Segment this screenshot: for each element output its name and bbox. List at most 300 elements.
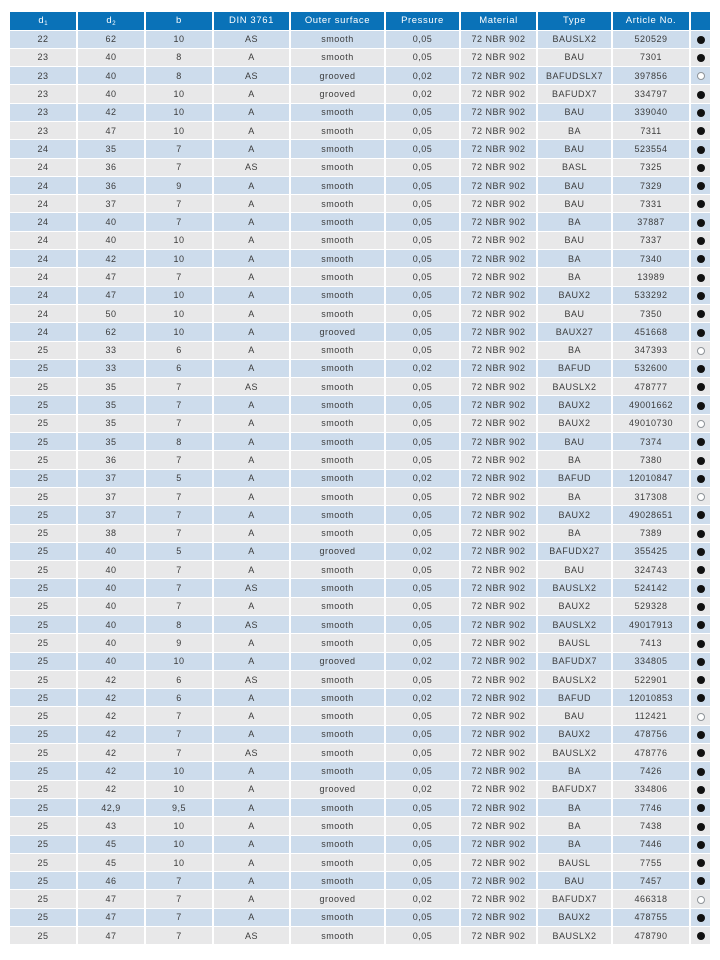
filled-circle-icon [697,566,705,574]
table-row [10,890,710,908]
filled-circle-icon [697,146,705,154]
cell-pressure: 0,02 [385,890,460,908]
cell-din-3761: A [213,323,290,341]
cell-outer-surface: grooved [290,652,385,670]
filled-circle-icon [697,749,705,757]
filled-circle-icon [697,786,705,794]
cell-availability [690,524,710,542]
cell-availability [690,670,710,688]
cell-b: 8 [145,48,213,66]
cell-type: BAUX27 [537,323,612,341]
cell-type: BA [537,250,612,268]
cell-din-3761: A [213,469,290,487]
cell-d2: 45 [77,835,145,853]
cell-pressure: 0,05 [385,817,460,835]
cell-outer-surface: smooth [290,744,385,762]
cell-d2: 40 [77,67,145,85]
cell-outer-surface: smooth [290,158,385,176]
filled-circle-icon [697,530,705,538]
table-row [10,195,710,213]
cell-din-3761: AS [213,616,290,634]
cell-d1: 25 [10,689,77,707]
filled-circle-icon [697,182,705,190]
cell-outer-surface: smooth [290,231,385,249]
cell-d2: 40 [77,652,145,670]
cell-d1: 22 [10,30,77,48]
table-row [10,414,710,432]
cell-d2: 40 [77,597,145,615]
cell-pressure: 0,02 [385,689,460,707]
cell-type: BAUSLX2 [537,744,612,762]
cell-availability [690,506,710,524]
cell-availability [690,652,710,670]
cell-outer-surface: smooth [290,506,385,524]
cell-outer-surface: grooved [290,85,385,103]
cell-din-3761: A [213,872,290,890]
cell-type: BA [537,268,612,286]
cell-d2: 40 [77,213,145,231]
cell-availability [690,121,710,139]
cell-b: 7 [145,890,213,908]
cell-availability [690,268,710,286]
cell-din-3761: A [213,487,290,505]
cell-availability [690,378,710,396]
cell-material: 72 NBR 902 [460,634,537,652]
table-header-row [10,12,710,30]
table-row [10,744,710,762]
cell-material: 72 NBR 902 [460,359,537,377]
cell-din-3761: A [213,85,290,103]
filled-circle-icon [697,841,705,849]
cell-article-no: 334805 [612,652,690,670]
table-row [10,268,710,286]
table-header [10,12,710,30]
cell-d2: 35 [77,378,145,396]
cell-article-no: 478777 [612,378,690,396]
cell-type: BAU [537,48,612,66]
cell-material: 72 NBR 902 [460,927,537,945]
cell-d2: 37 [77,469,145,487]
column-header-subscript: 2 [112,20,116,27]
cell-pressure: 0,05 [385,853,460,871]
cell-d1: 24 [10,323,77,341]
column-header-label: Article No. [625,15,677,27]
cell-b: 5 [145,469,213,487]
cell-article-no: 12010853 [612,689,690,707]
cell-outer-surface: smooth [290,250,385,268]
cell-outer-surface: grooved [290,542,385,560]
cell-material: 72 NBR 902 [460,817,537,835]
cell-article-no: 478755 [612,908,690,926]
cell-type: BAUSL [537,853,612,871]
cell-din-3761: AS [213,67,290,85]
cell-din-3761: A [213,213,290,231]
column-header-d2 [77,12,145,30]
cell-outer-surface: smooth [290,762,385,780]
cell-type: BAU [537,433,612,451]
table-row [10,286,710,304]
cell-outer-surface: smooth [290,48,385,66]
cell-d2: 42 [77,725,145,743]
cell-b: 10 [145,30,213,48]
table-row [10,250,710,268]
cell-type: BAUX2 [537,396,612,414]
cell-outer-surface: smooth [290,707,385,725]
cell-outer-surface: smooth [290,817,385,835]
cell-availability [690,908,710,926]
cell-din-3761: AS [213,579,290,597]
cell-availability [690,927,710,945]
cell-article-no: 339040 [612,103,690,121]
column-header-label: Outer surface [304,15,371,27]
cell-article-no: 7331 [612,195,690,213]
cell-b: 7 [145,195,213,213]
cell-availability [690,487,710,505]
cell-availability [690,433,710,451]
cell-b: 8 [145,67,213,85]
cell-material: 72 NBR 902 [460,908,537,926]
cell-type: BAUX2 [537,597,612,615]
cell-type: BAFUDX7 [537,652,612,670]
cell-d2: 40 [77,48,145,66]
open-circle-icon [697,713,705,721]
column-header-label: Type [563,15,586,27]
cell-d1: 25 [10,451,77,469]
cell-din-3761: A [213,652,290,670]
cell-material: 72 NBR 902 [460,487,537,505]
table-row [10,616,710,634]
cell-availability [690,469,710,487]
cell-d1: 24 [10,231,77,249]
cell-din-3761: A [213,542,290,560]
cell-d1: 24 [10,304,77,322]
cell-b: 7 [145,579,213,597]
table-row [10,30,710,48]
cell-d2: 46 [77,872,145,890]
cell-material: 72 NBR 902 [460,323,537,341]
table-row [10,817,710,835]
cell-outer-surface: smooth [290,835,385,853]
cell-article-no: 466318 [612,890,690,908]
filled-circle-icon [697,54,705,62]
cell-b: 7 [145,707,213,725]
cell-outer-surface: smooth [290,561,385,579]
filled-circle-icon [697,219,705,227]
cell-pressure: 0,05 [385,670,460,688]
cell-d2: 42,9 [77,798,145,816]
cell-d2: 47 [77,908,145,926]
cell-d1: 25 [10,524,77,542]
cell-din-3761: A [213,304,290,322]
filled-circle-icon [697,457,705,465]
cell-availability [690,725,710,743]
cell-d1: 25 [10,835,77,853]
cell-b: 7 [145,524,213,542]
cell-article-no: 7340 [612,250,690,268]
table-row [10,213,710,231]
cell-availability [690,762,710,780]
cell-b: 7 [145,268,213,286]
cell-type: BA [537,524,612,542]
filled-circle-icon [697,402,705,410]
cell-article-no: 49017913 [612,616,690,634]
cell-b: 9,5 [145,798,213,816]
table-row [10,689,710,707]
column-header-label: Material [479,15,518,27]
cell-pressure: 0,05 [385,286,460,304]
cell-availability [690,616,710,634]
cell-availability [690,103,710,121]
seal-specification-table [10,12,710,945]
cell-type: BAUSLX2 [537,616,612,634]
cell-availability [690,744,710,762]
cell-material: 72 NBR 902 [460,616,537,634]
cell-type: BAU [537,872,612,890]
cell-article-no: 7755 [612,853,690,871]
cell-availability [690,707,710,725]
column-header-label: b [176,15,182,27]
cell-pressure: 0,05 [385,451,460,469]
cell-din-3761: A [213,524,290,542]
cell-availability [690,634,710,652]
cell-type: BAU [537,561,612,579]
cell-availability [690,597,710,615]
cell-availability [690,158,710,176]
cell-material: 72 NBR 902 [460,561,537,579]
cell-material: 72 NBR 902 [460,670,537,688]
cell-availability [690,323,710,341]
cell-article-no: 355425 [612,542,690,560]
cell-d1: 23 [10,67,77,85]
cell-din-3761: A [213,231,290,249]
cell-b: 10 [145,817,213,835]
cell-pressure: 0,05 [385,524,460,542]
cell-availability [690,817,710,835]
cell-type: BA [537,213,612,231]
cell-d1: 25 [10,469,77,487]
cell-pressure: 0,05 [385,634,460,652]
cell-d2: 37 [77,506,145,524]
cell-d2: 40 [77,634,145,652]
cell-outer-surface: smooth [290,103,385,121]
cell-din-3761: AS [213,927,290,945]
cell-availability [690,231,710,249]
cell-article-no: 7380 [612,451,690,469]
filled-circle-icon [697,859,705,867]
cell-outer-surface: smooth [290,908,385,926]
cell-type: BA [537,798,612,816]
cell-article-no: 12010847 [612,469,690,487]
table-row [10,908,710,926]
cell-pressure: 0,05 [385,30,460,48]
cell-din-3761: A [213,762,290,780]
table-row [10,853,710,871]
cell-material: 72 NBR 902 [460,286,537,304]
cell-b: 7 [145,561,213,579]
cell-d1: 23 [10,85,77,103]
cell-material: 72 NBR 902 [460,121,537,139]
cell-outer-surface: smooth [290,433,385,451]
cell-d2: 40 [77,616,145,634]
cell-din-3761: A [213,597,290,615]
cell-article-no: 7325 [612,158,690,176]
cell-availability [690,176,710,194]
table-row [10,579,710,597]
cell-type: BAFUD [537,689,612,707]
cell-type: BAU [537,176,612,194]
column-header-pressure [385,12,460,30]
cell-material: 72 NBR 902 [460,195,537,213]
cell-din-3761: A [213,195,290,213]
cell-d2: 37 [77,487,145,505]
cell-din-3761: A [213,286,290,304]
cell-pressure: 0,05 [385,213,460,231]
cell-material: 72 NBR 902 [460,158,537,176]
column-header-article-no [612,12,690,30]
cell-d2: 36 [77,176,145,194]
cell-b: 7 [145,872,213,890]
filled-circle-icon [697,164,705,172]
cell-article-no: 523554 [612,140,690,158]
cell-outer-surface: grooved [290,323,385,341]
cell-material: 72 NBR 902 [460,231,537,249]
table-row [10,835,710,853]
column-header-label: DIN 3761 [229,15,274,27]
cell-article-no: 49010730 [612,414,690,432]
cell-b: 10 [145,304,213,322]
table-row [10,707,710,725]
cell-d2: 40 [77,579,145,597]
cell-availability [690,67,710,85]
filled-circle-icon [697,237,705,245]
cell-outer-surface: grooved [290,67,385,85]
filled-circle-icon [697,676,705,684]
cell-din-3761: A [213,561,290,579]
table-row [10,469,710,487]
cell-d1: 25 [10,487,77,505]
cell-material: 72 NBR 902 [460,176,537,194]
cell-outer-surface: smooth [290,378,385,396]
cell-pressure: 0,05 [385,195,460,213]
cell-d1: 25 [10,744,77,762]
cell-b: 6 [145,341,213,359]
cell-d1: 25 [10,872,77,890]
cell-outer-surface: smooth [290,30,385,48]
cell-article-no: 7301 [612,48,690,66]
cell-outer-surface: smooth [290,286,385,304]
cell-d1: 25 [10,853,77,871]
cell-type: BA [537,121,612,139]
cell-pressure: 0,05 [385,158,460,176]
cell-outer-surface: smooth [290,121,385,139]
cell-din-3761: AS [213,744,290,762]
cell-pressure: 0,05 [385,414,460,432]
table-row [10,158,710,176]
cell-din-3761: A [213,835,290,853]
cell-d1: 25 [10,616,77,634]
cell-pressure: 0,05 [385,798,460,816]
cell-availability [690,250,710,268]
cell-material: 72 NBR 902 [460,506,537,524]
table-row [10,341,710,359]
cell-d2: 43 [77,817,145,835]
cell-b: 10 [145,780,213,798]
cell-din-3761: A [213,121,290,139]
cell-d2: 42 [77,780,145,798]
cell-article-no: 478776 [612,744,690,762]
cell-availability [690,341,710,359]
cell-type: BAUSLX2 [537,30,612,48]
cell-b: 6 [145,670,213,688]
table-row [10,670,710,688]
table-row [10,780,710,798]
cell-outer-surface: smooth [290,798,385,816]
filled-circle-icon [697,200,705,208]
cell-d1: 25 [10,433,77,451]
filled-circle-icon [697,731,705,739]
cell-pressure: 0,05 [385,121,460,139]
cell-outer-surface: smooth [290,597,385,615]
cell-material: 72 NBR 902 [460,30,537,48]
cell-pressure: 0,05 [385,579,460,597]
cell-din-3761: A [213,176,290,194]
cell-type: BAU [537,195,612,213]
cell-article-no: 7426 [612,762,690,780]
filled-circle-icon [697,640,705,648]
cell-b: 10 [145,853,213,871]
cell-b: 10 [145,286,213,304]
cell-din-3761: A [213,433,290,451]
cell-material: 72 NBR 902 [460,853,537,871]
cell-d1: 25 [10,579,77,597]
cell-d1: 25 [10,341,77,359]
cell-material: 72 NBR 902 [460,451,537,469]
cell-material: 72 NBR 902 [460,433,537,451]
cell-d1: 23 [10,48,77,66]
cell-b: 10 [145,835,213,853]
cell-article-no: 451668 [612,323,690,341]
cell-article-no: 529328 [612,597,690,615]
cell-availability [690,414,710,432]
cell-article-no: 397856 [612,67,690,85]
cell-availability [690,451,710,469]
cell-d1: 25 [10,762,77,780]
cell-din-3761: A [213,634,290,652]
open-circle-icon [697,493,705,501]
cell-availability [690,213,710,231]
cell-type: BAFUD [537,469,612,487]
cell-material: 72 NBR 902 [460,48,537,66]
column-header-label: Pressure [401,15,444,27]
table-row [10,231,710,249]
filled-circle-icon [697,548,705,556]
cell-material: 72 NBR 902 [460,579,537,597]
cell-din-3761: A [213,817,290,835]
cell-b: 10 [145,103,213,121]
filled-circle-icon [697,475,705,483]
cell-availability [690,798,710,816]
cell-din-3761: A [213,250,290,268]
cell-b: 7 [145,213,213,231]
cell-pressure: 0,05 [385,762,460,780]
cell-pressure: 0,05 [385,48,460,66]
cell-d2: 42 [77,670,145,688]
cell-pressure: 0,05 [385,927,460,945]
cell-b: 10 [145,121,213,139]
cell-d2: 45 [77,853,145,871]
table-row [10,652,710,670]
cell-d1: 24 [10,176,77,194]
